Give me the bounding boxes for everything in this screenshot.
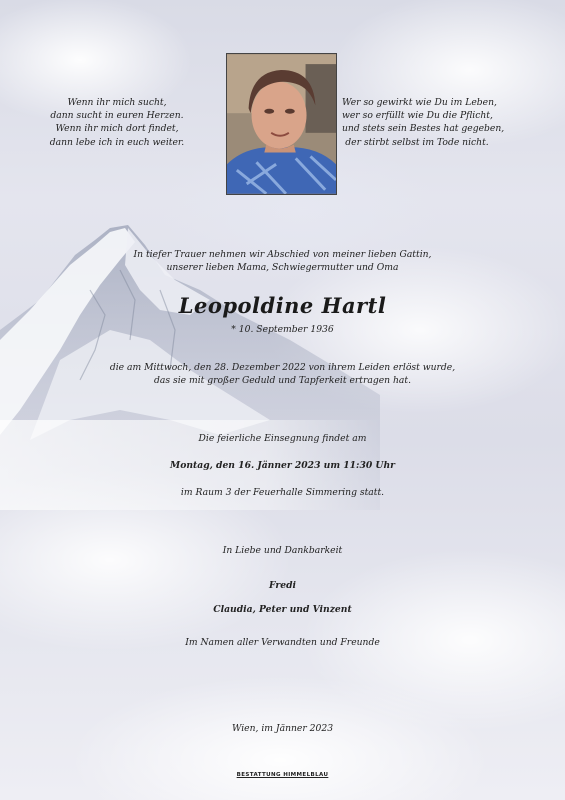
quote-line: dann sucht in euren Herzen. <box>50 110 184 122</box>
death-notice-line: das sie mit großer Geduld und Tapferkeit ertragen hat. <box>153 375 412 387</box>
deceased-name: Leopoldine Hartl <box>178 293 387 318</box>
quote-line: dann lebe ich in euch weiter. <box>49 136 185 148</box>
ceremony-location: im Raum 3 der Feuerhalle Simmering statt. <box>180 487 385 498</box>
funeral-home-name: BESTATTUNG HIMMELBLAU <box>236 772 329 778</box>
mourner-family: Claudia, Peter und Vinzent <box>213 604 352 615</box>
birth-date: * 10. September 1936 <box>231 324 334 335</box>
quote-line: Wenn ihr mich sucht, <box>67 97 167 108</box>
intro-line: unserer lieben Mama, Schwiegermutter und Oma <box>166 262 399 274</box>
mourner-primary: Fredi <box>269 580 296 591</box>
mourners-intro: In Liebe und Dankbarkeit <box>222 545 343 556</box>
mourner-others: Im Namen aller Verwandten und Freunde <box>185 637 380 648</box>
ceremony-intro: Die feierliche Einsegnung findet am <box>198 433 367 444</box>
ceremony-datetime: Montag, den 16. Jänner 2023 um 11:30 Uhr <box>170 460 395 471</box>
quote-right <box>342 96 505 149</box>
quote-line: Wenn ihr mich dort findet, <box>55 123 179 135</box>
intro-line: In tiefer Trauer nehmen wir Abschied von meiner lieben Gattin, <box>133 249 432 260</box>
place-date: Wien, im Jänner 2023 <box>231 723 334 734</box>
quote-line: Wer so gewirkt wie Du im Leben, <box>342 97 497 108</box>
quote-line: der stirbt selbst im Tode nicht. <box>345 136 489 148</box>
death-notice-line: die am Mittwoch, den 28. Dezember 2022 von ihrem Leiden erlöst wurde, <box>109 362 456 373</box>
quote-line: wer so erfüllt wie Du die Pflicht, <box>342 110 493 122</box>
quote-line: und stets sein Bestes hat gegeben, <box>342 123 505 135</box>
death-notice <box>0 361 565 387</box>
quote-left <box>42 96 192 149</box>
portrait-photo <box>226 53 337 195</box>
intro-text <box>0 248 565 274</box>
